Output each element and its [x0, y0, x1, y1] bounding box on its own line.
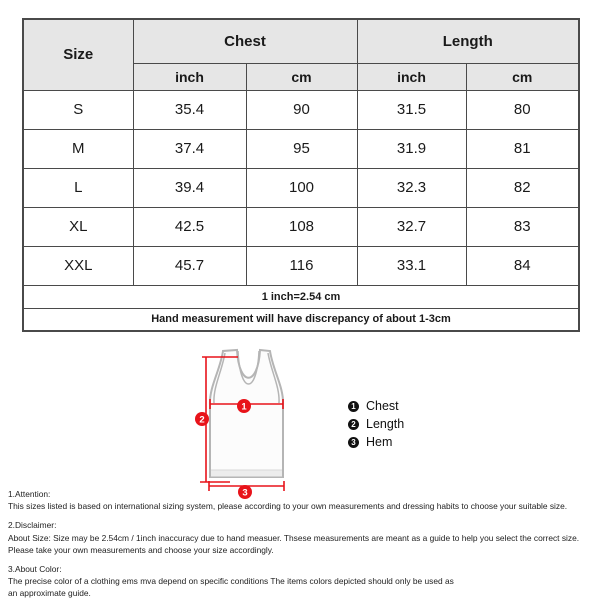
legend-item-length	[348, 415, 404, 433]
note-attention	[8, 488, 596, 512]
chest-marker	[237, 399, 251, 413]
diagram-legend	[348, 397, 404, 451]
size-cell: M	[23, 129, 133, 168]
circled-number-icon: 2	[348, 419, 359, 430]
legend-label: Hem	[366, 435, 393, 449]
note-heading: 1.Attention:	[8, 489, 51, 499]
fine-print-notes	[8, 488, 596, 607]
note-line: About Size: Size may be 2.54cm / 1inch inaccuracy due to hand measuer. Thsese measurements are meant as a guide to help you select the correct size.	[8, 532, 580, 543]
length-cm-cell: 84	[466, 246, 579, 285]
footnote-tolerance-row	[23, 308, 579, 331]
chest-inch-cell: 35.4	[133, 90, 246, 129]
footnote-tolerance: Hand measurement will have discrepancy of about 1-3cm	[23, 308, 579, 331]
header-length-inch: inch	[357, 63, 466, 90]
circled-number-icon: 1	[348, 401, 359, 412]
header-length-cm: cm	[466, 63, 579, 90]
length-marker-number: 2	[199, 414, 205, 426]
measurement-diagram	[150, 343, 350, 505]
chest-cm-cell: 108	[246, 207, 357, 246]
chest-cm-cell: 95	[246, 129, 357, 168]
table-header-row-groups	[23, 19, 579, 63]
chest-inch-cell: 45.7	[133, 246, 246, 285]
length-inch-cell: 31.9	[357, 129, 466, 168]
length-inch-cell: 33.1	[357, 246, 466, 285]
header-size: Size	[23, 19, 133, 90]
length-cm-cell: 81	[466, 129, 579, 168]
size-cell: XL	[23, 207, 133, 246]
length-cm-cell: 83	[466, 207, 579, 246]
table-row-m	[23, 129, 579, 168]
note-line: Please take your own measurements and choose your size accordingly.	[8, 544, 274, 555]
note-about-color	[8, 563, 596, 600]
legend-label: Chest	[366, 399, 399, 413]
length-inch-cell: 32.7	[357, 207, 466, 246]
table-row-s	[23, 90, 579, 129]
note-line: This sizes listed is based on international sizing system, please according to your own measurements and dressing habits to choose your suitable size.	[8, 501, 568, 512]
length-cm-cell: 82	[466, 168, 579, 207]
chest-cm-cell: 90	[246, 90, 357, 129]
size-chart-table	[22, 18, 580, 332]
legend-item-hem	[348, 433, 404, 451]
footnote-conversion: 1 inch=2.54 cm	[23, 285, 579, 308]
note-line: The precise color of a clothing ems mva depend on specific conditions The items colors depicted should only be used as	[8, 576, 454, 587]
length-inch-cell: 32.3	[357, 168, 466, 207]
tank-top-hem-band	[211, 470, 282, 477]
size-cell: S	[23, 90, 133, 129]
tank-top-diagram-svg	[150, 343, 350, 505]
legend-label: Length	[366, 417, 405, 431]
hem-marker-number: 3	[242, 487, 248, 499]
note-heading: 2.Disclaimer:	[8, 520, 57, 531]
table-row-xl	[23, 207, 579, 246]
chest-inch-cell: 42.5	[133, 207, 246, 246]
circled-number-icon: 3	[348, 437, 359, 448]
header-length: Length	[357, 19, 579, 63]
chest-marker-number: 1	[241, 401, 247, 413]
note-line: an approximate guide.	[8, 588, 91, 599]
note-disclaimer	[8, 519, 596, 556]
chest-inch-cell: 39.4	[133, 168, 246, 207]
header-chest: Chest	[133, 19, 357, 63]
chest-cm-cell: 116	[246, 246, 357, 285]
header-chest-inch: inch	[133, 63, 246, 90]
length-inch-cell: 31.5	[357, 90, 466, 129]
header-chest-cm: cm	[246, 63, 357, 90]
table-row-l	[23, 168, 579, 207]
table-row-xxl	[23, 246, 579, 285]
size-cell: XXL	[23, 246, 133, 285]
chest-inch-cell: 37.4	[133, 129, 246, 168]
size-cell: L	[23, 168, 133, 207]
chest-cm-cell: 100	[246, 168, 357, 207]
note-heading: 3.About Color:	[8, 564, 62, 575]
footnote-conversion-row	[23, 285, 579, 308]
legend-item-chest	[348, 397, 404, 415]
length-cm-cell: 80	[466, 90, 579, 129]
length-marker	[195, 412, 209, 426]
